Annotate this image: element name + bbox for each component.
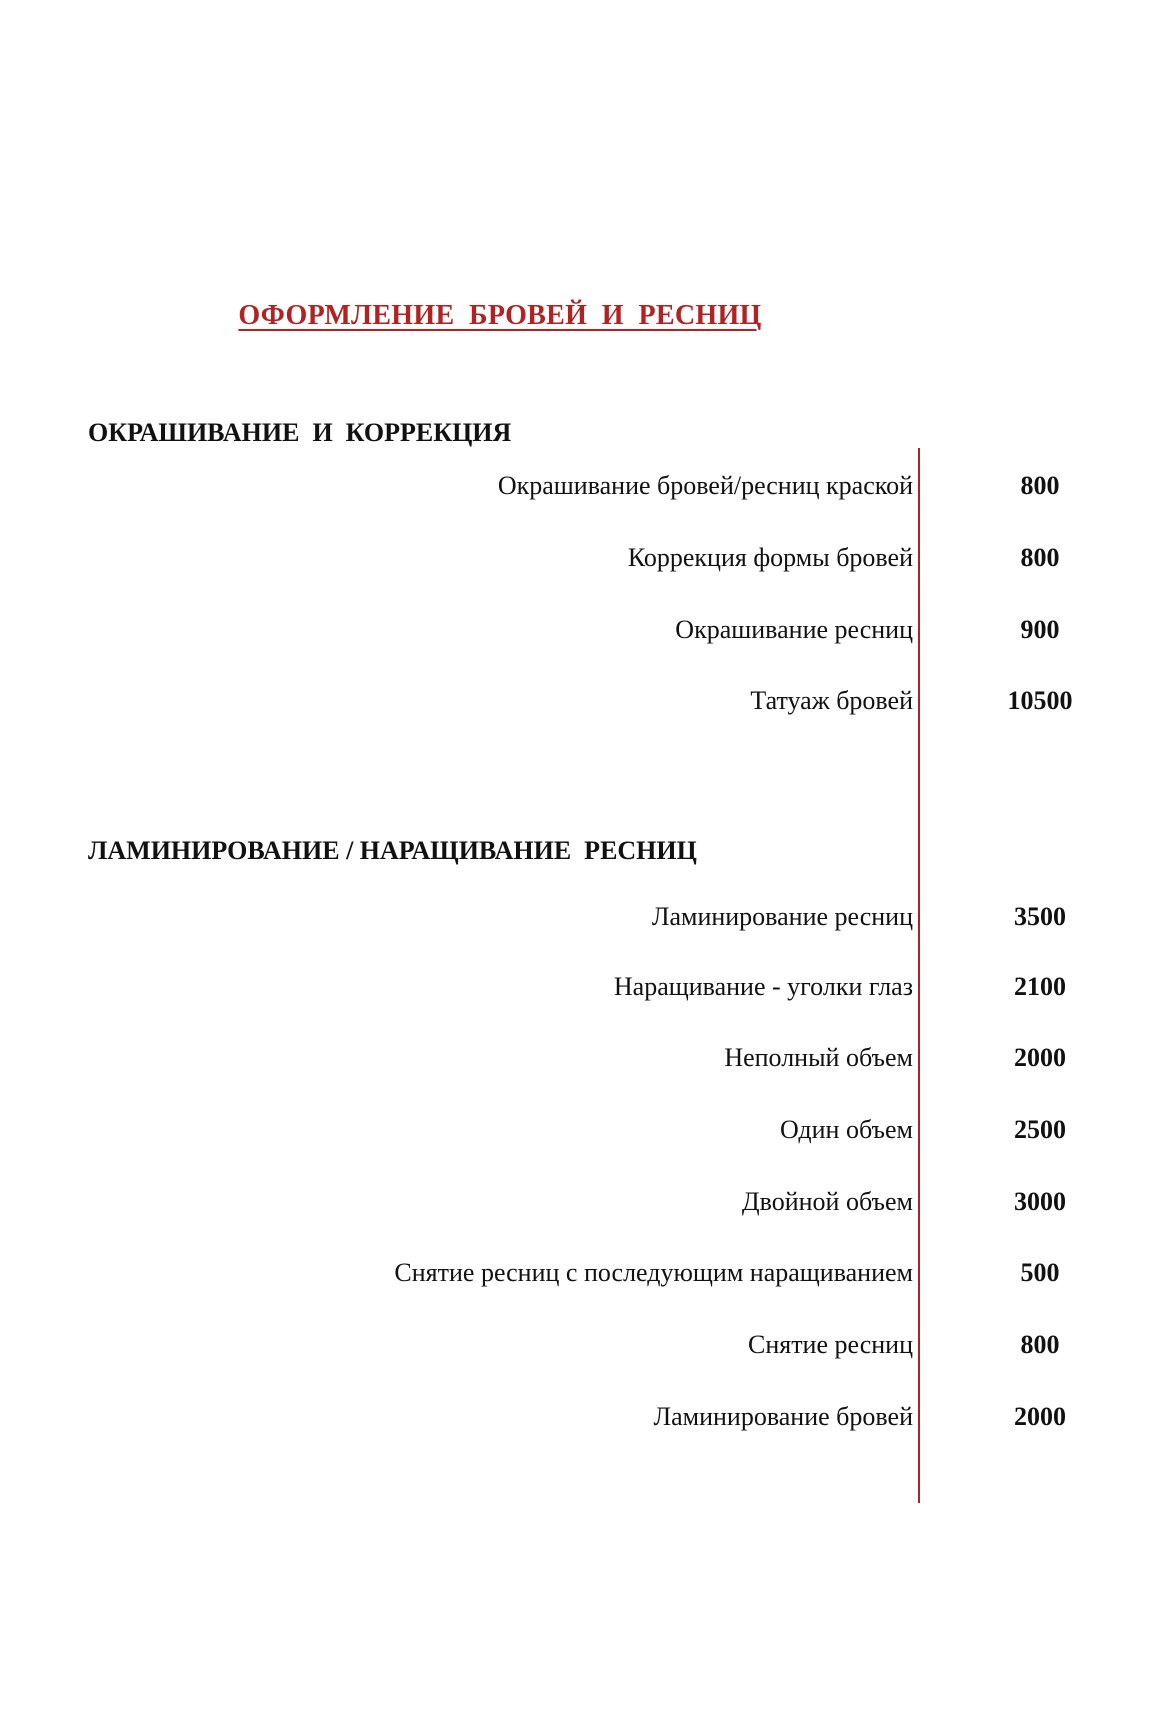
service-price: 10500 <box>1007 686 1073 715</box>
service-price: 3000 <box>1014 1187 1066 1216</box>
page-title: ОФОРМЛЕНИЕ БРОВЕЙ И РЕСНИЦ <box>238 300 762 331</box>
price-row <box>0 471 1153 511</box>
service-name: Один объем <box>779 1115 913 1144</box>
service-price: 2100 <box>1014 972 1066 1001</box>
price-row <box>0 543 1153 583</box>
price-row <box>0 1115 1153 1155</box>
price-row <box>0 1258 1153 1298</box>
price-row <box>0 1402 1153 1442</box>
service-price: 800 <box>1020 543 1060 572</box>
service-name: Снятие ресниц <box>747 1330 913 1359</box>
price-row <box>0 686 1153 726</box>
price-row <box>0 615 1153 655</box>
service-price: 3500 <box>1014 902 1066 931</box>
service-name: Татуаж бровей <box>750 686 913 715</box>
service-price: 800 <box>1020 471 1060 500</box>
service-name: Окрашивание бровей/ресниц краской <box>497 471 913 500</box>
service-price: 800 <box>1020 1330 1060 1359</box>
service-price: 900 <box>1020 615 1060 644</box>
service-name: Снятие ресниц с последующим наращиванием <box>394 1258 913 1287</box>
price-row <box>0 1043 1153 1083</box>
service-name: Ламинирование ресниц <box>651 902 913 931</box>
service-price: 2000 <box>1014 1043 1066 1072</box>
service-name: Двойной объем <box>741 1187 913 1216</box>
service-name: Окрашивание ресниц <box>675 615 913 644</box>
price-row <box>0 902 1153 942</box>
section-heading-coloring: ОКРАШИВАНИЕ И КОРРЕКЦИЯ <box>88 418 512 447</box>
price-row <box>0 1187 1153 1227</box>
section-heading-lash-extension: ЛАМИНИРОВАНИЕ / НАРАЩИВАНИЕ РЕСНИЦ <box>88 836 697 865</box>
service-price: 2000 <box>1014 1402 1066 1431</box>
service-name: Коррекция формы бровей <box>627 543 913 572</box>
service-price: 2500 <box>1014 1115 1066 1144</box>
price-row <box>0 1330 1153 1370</box>
service-name: Неполный объем <box>724 1043 913 1072</box>
price-row <box>0 972 1153 1012</box>
service-price: 500 <box>1020 1258 1060 1287</box>
service-name: Ламинирование бровей <box>653 1402 913 1431</box>
service-name: Наращивание - уголки глаз <box>613 972 913 1001</box>
